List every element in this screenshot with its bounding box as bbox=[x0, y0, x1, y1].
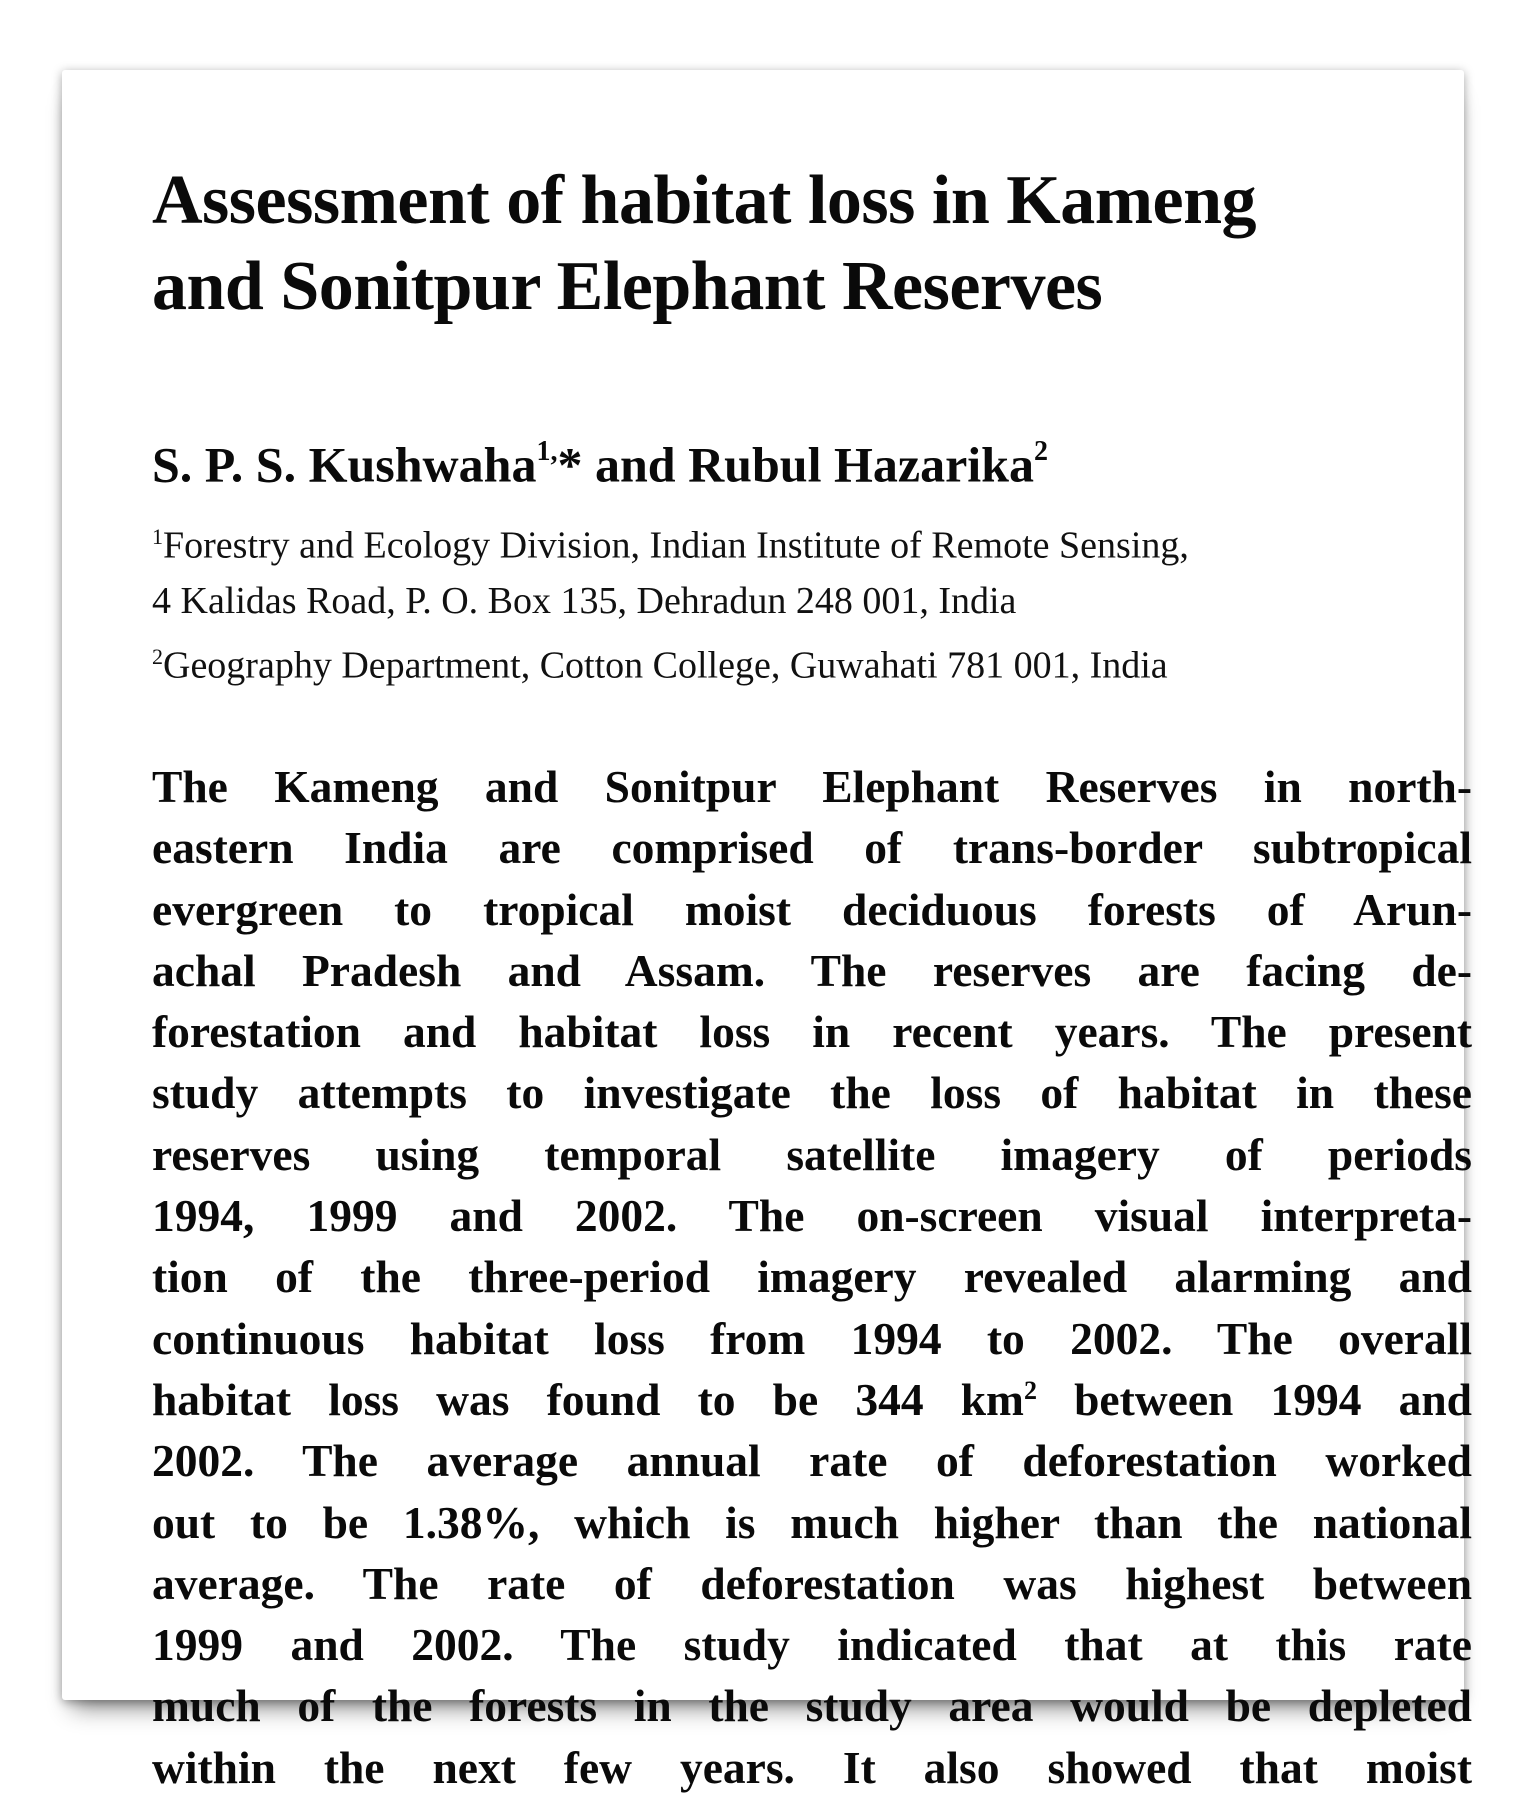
paper-title bbox=[152, 158, 1472, 330]
abstract-line: forestation and habitat loss in recent years. The present bbox=[152, 1006, 1472, 1058]
affiliation-mark: 1 bbox=[152, 523, 163, 549]
title-line: and Sonitpur Elephant Reserves bbox=[152, 248, 1103, 325]
abstract bbox=[152, 756, 1472, 1798]
abstract-line: achal Pradesh and Assam. The reserves are facing de- bbox=[152, 944, 1472, 996]
abstract-line: 1994, 1999 and 2002. The on-screen visual interpreta- bbox=[152, 1190, 1472, 1242]
affiliations bbox=[152, 509, 1472, 694]
author-name: Rubul Hazarika bbox=[688, 436, 1034, 493]
abstract-line: reserves using temporal satellite imagery of periods bbox=[152, 1128, 1472, 1180]
title-line: Assessment of habitat loss in Kameng bbox=[152, 162, 1257, 239]
affiliation-line bbox=[152, 573, 1472, 629]
abstract-line: The Kameng and Sonitpur Elephant Reserves in north- bbox=[152, 760, 1472, 812]
author-name: S. P. S. Kushwaha bbox=[152, 436, 537, 493]
abstract-line: 2002. The average annual rate of deforestation worked bbox=[152, 1435, 1472, 1487]
paper-sheet bbox=[62, 70, 1472, 1793]
abstract-line: within the next few years. It also showed that moist bbox=[152, 1741, 1472, 1793]
abstract-line bbox=[152, 1369, 1472, 1430]
author-affiliation-mark: 1, bbox=[536, 436, 558, 467]
affiliation-text: 4 Kalidas Road, P. O. Box 135, Dehradun 248 001, India bbox=[152, 580, 1017, 623]
author-affiliation-mark: 2 bbox=[1033, 436, 1048, 467]
affiliation-line bbox=[152, 629, 1472, 694]
paper-content bbox=[152, 158, 1472, 1798]
abstract-line: study attempts to investigate the loss of habitat in these bbox=[152, 1067, 1472, 1119]
abstract-line: 1999 and 2002. The study indicated that at this rate bbox=[152, 1619, 1472, 1671]
abstract-line: tion of the three-period imagery revealed alarming and bbox=[152, 1251, 1472, 1303]
abstract-line: much of the forests in the study area would be depleted bbox=[152, 1680, 1472, 1732]
affiliation-line bbox=[152, 509, 1472, 574]
abstract-line: continuous habitat loss from 1994 to 2002. The overall bbox=[152, 1312, 1472, 1364]
abstract-text: between 1994 and bbox=[1036, 1373, 1472, 1425]
corresponding-author-mark: * bbox=[557, 436, 583, 493]
abstract-line: out to be 1.38%, which is much higher than the national bbox=[152, 1496, 1472, 1548]
author-conjunction: and bbox=[594, 436, 676, 493]
abstract-line: average. The rate of deforestation was highest between bbox=[152, 1557, 1472, 1609]
abstract-line: evergreen to tropical moist deciduous forests of Arun- bbox=[152, 883, 1472, 935]
abstract-line: eastern India are comprised of trans-border subtropical bbox=[152, 822, 1472, 874]
author-list bbox=[152, 426, 1472, 495]
abstract-text: habitat loss was found to be 344 km bbox=[152, 1373, 1024, 1425]
affiliation-text: Forestry and Ecology Division, Indian Institute of Remote Sensing, bbox=[163, 524, 1189, 567]
affiliation-text: Geography Department, Cotton College, Guwahati 781 001, India bbox=[163, 644, 1168, 687]
affiliation-mark: 2 bbox=[152, 644, 163, 670]
superscript-two: 2 bbox=[1023, 1375, 1037, 1405]
